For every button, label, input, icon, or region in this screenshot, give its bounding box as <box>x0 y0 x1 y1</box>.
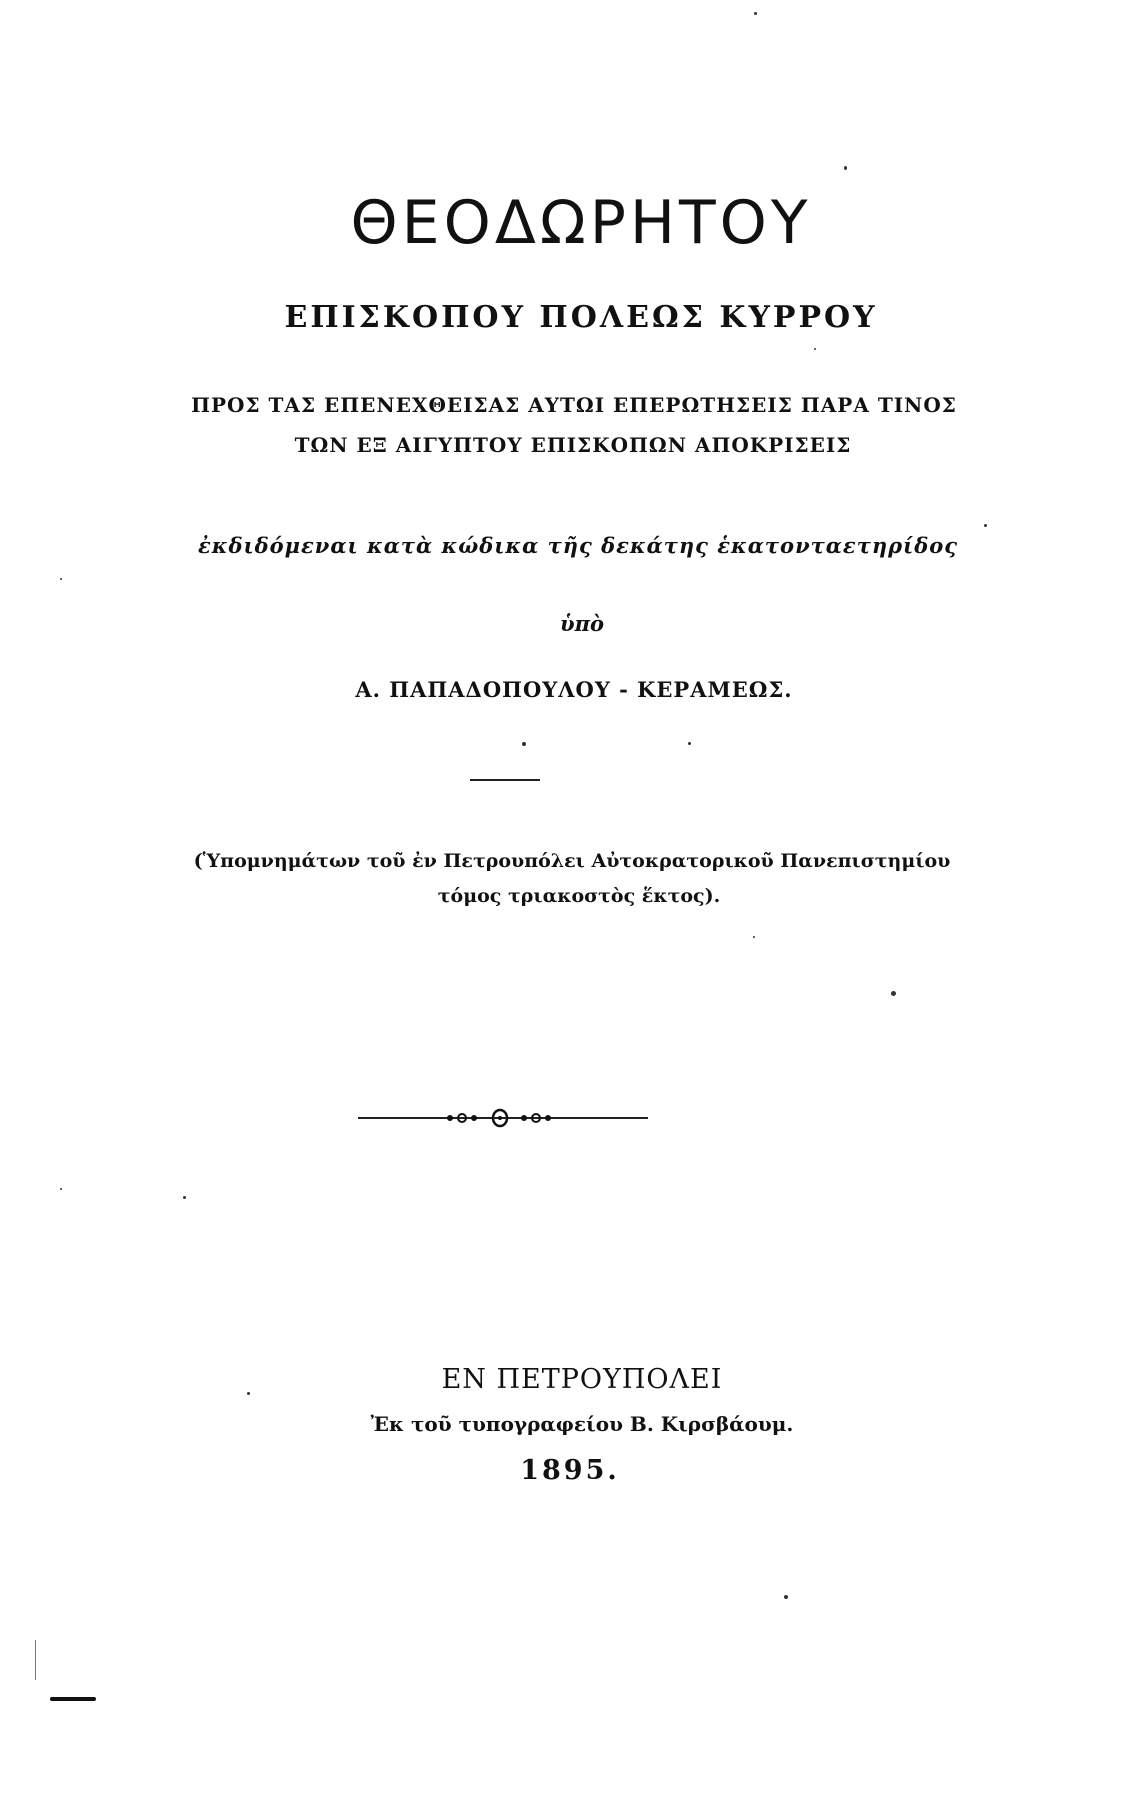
author-name: Α. ΠΑΠΑΔΟΠΟΥΛΟΥ - ΚΕΡΑΜΕΩΣ. <box>355 677 793 702</box>
scan-speck <box>183 1196 186 1199</box>
scan-speck <box>844 166 847 170</box>
short-divider <box>470 779 540 781</box>
publication-place: ΕΝ ΠΕΤΡΟΥΠΟΛΕΙ <box>441 1364 723 1395</box>
printer-line: Ἐκ τοῦ τυπογραφείου Β. Κιρσβάουμ. <box>370 1412 794 1436</box>
book-subtitle: ΕΠΙΣΚΟΠΟΥ ΠΟΛΕΩΣ ΚΥΡΡΟΥ <box>284 300 878 335</box>
scan-speck <box>754 12 757 15</box>
scan-speck <box>784 1595 788 1599</box>
series-line-1: (Ὑπομνημάτων τοῦ ἐν Πετρουπόλει Αὐτοκρατορικοῦ Πανεπιστημίου <box>193 850 951 872</box>
description-line-1: ΠΡΟΣ ΤΑΣ ΕΠΕΝΕΧΘΕΙΣΑΣ ΑΥΤΩΙ ΕΠΕΡΩΤΗΣΕΙΣ ΠΑΡΑ ΤΙΝΟΣ <box>191 393 957 417</box>
scan-speck <box>60 578 62 580</box>
scan-speck <box>814 348 816 350</box>
description-line-2: ΤΩΝ ΕΞ ΑΙΓΥΠΤΟΥ ΕΠΙΣΚΟΠΩΝ ΑΠΟΚΡΙΣΕΙΣ <box>294 433 852 457</box>
scan-speck <box>60 1188 62 1190</box>
scan-speck <box>688 742 691 745</box>
series-line-2: τόμος τριακοστὸς ἕκτος). <box>437 885 721 907</box>
scan-edge-line <box>35 1640 36 1680</box>
ornamental-divider <box>358 1108 648 1128</box>
scan-speck <box>753 936 755 938</box>
edition-note: ἐκδιδόμεναι κατὰ κώδικα τῆς δεκάτης ἑκατονταετηρίδος <box>197 533 959 558</box>
scan-speck <box>984 524 987 527</box>
scan-edge-mark <box>50 1697 96 1701</box>
scan-speck <box>522 742 526 746</box>
book-title: ΘΕΟΔΩΡΗΤΟΥ <box>350 188 812 258</box>
scan-speck <box>247 1392 250 1395</box>
publication-year: 1895. <box>520 1455 620 1486</box>
scan-speck <box>891 991 896 996</box>
by-label: ὑπὸ <box>560 611 604 636</box>
